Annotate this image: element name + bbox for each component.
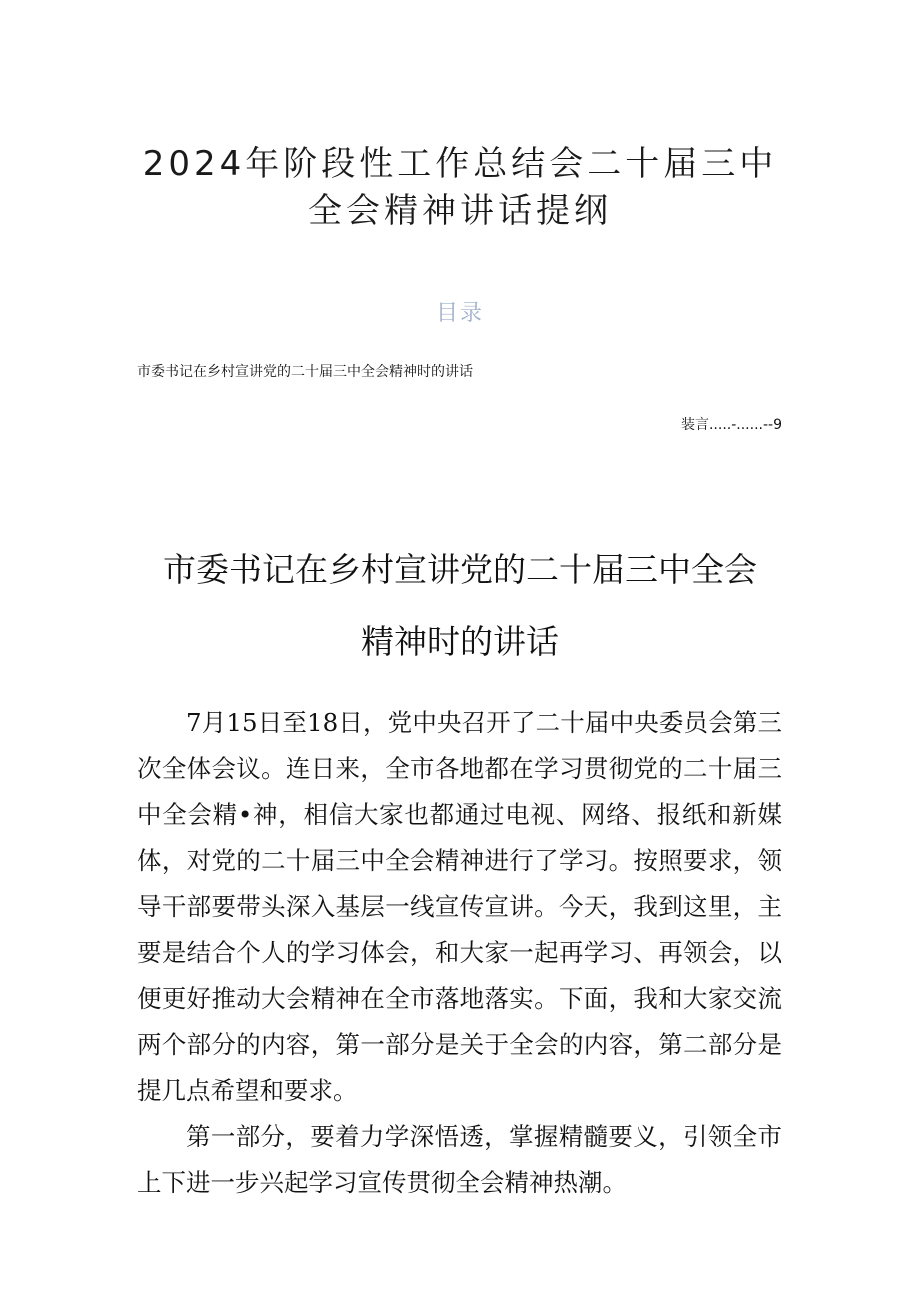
- section-title-line-2: 精神时的讲话: [361, 622, 559, 661]
- section-body: [137, 700, 782, 1206]
- document-title-line-2: 全会精神讲话提纲: [308, 191, 612, 231]
- toc-entry[interactable]: 市委书记在乡村宣讲党的二十届三中全会精神时的讲话: [137, 364, 473, 380]
- body-paragraph-2: 第一部分，要着力学深悟透，掌握精髓要义，引领全市上下进一步兴起学习宣传贯彻全会精神热潮。: [137, 1122, 782, 1197]
- document-title-line-1: 2024年阶段性工作总结会二十届三中: [142, 144, 778, 184]
- toc-page-reference: 装言.....-......--9: [680, 417, 782, 433]
- section-title-line-1: 市委书记在乡村宣讲党的二十届三中全会: [163, 550, 757, 589]
- body-paragraph-1: 7月15日至18日，党中央召开了二十届中央委员会第三次全体会议。连日来，全市各地都在学习贯彻党的二十届三中全会精•神，相信大家也都通过电视、网络、报纸和新媒体，对党的二十届三中全会精神进行了学习。按照要求，领导干部要带头深入基层一线宣传宣讲。今天，我到这里，主要是结合个人的学习体会，和大家一起再学习、再领会，以便更好推动大会精神在全市落地落实。下面，我和大家交流两个部分的内容，第一部分是关于全会的内容，第二部分是提几点希望和要求。: [137, 708, 782, 1105]
- toc-heading: 目录: [435, 301, 484, 326]
